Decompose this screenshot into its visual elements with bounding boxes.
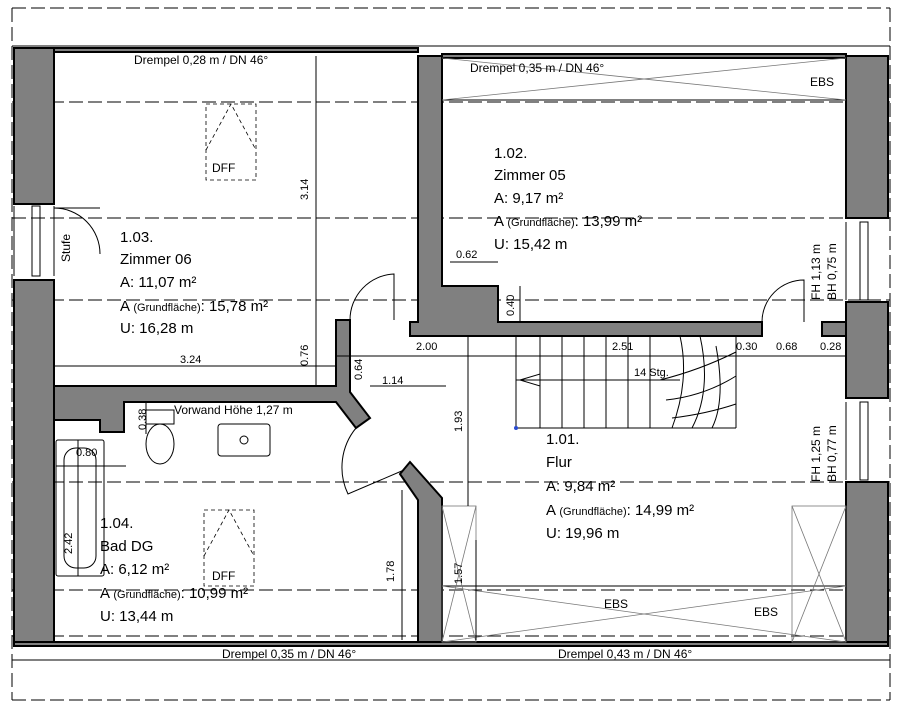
room-1-03 xyxy=(120,229,268,337)
dim-1-78: 1.78 xyxy=(385,560,397,582)
dimension-lines xyxy=(54,56,846,640)
room-area: A: 9,17 m² xyxy=(494,190,564,207)
drempel-bottom-left: Drempel 0,35 m / DN 46° xyxy=(222,647,357,661)
room-1-01 xyxy=(546,431,694,542)
wall-top-left xyxy=(54,48,418,52)
room-area: A: 9,84 m² xyxy=(546,478,616,495)
room-base-area: A (Grundfläche): 14,99 m² xyxy=(546,502,695,519)
window-upper-fh: FH 1,13 m xyxy=(809,243,823,300)
plan-labels xyxy=(59,53,842,661)
dff-bath: DFF xyxy=(212,569,236,583)
stufe-label: Stufe xyxy=(59,233,73,262)
room-base-area: A (Grundfläche): 15,78 m² xyxy=(120,298,269,315)
dim-1-57: 1.57 xyxy=(453,562,465,584)
room-name: Flur xyxy=(546,454,572,471)
wall-right-lower xyxy=(846,482,888,642)
washbasin xyxy=(218,424,270,456)
dim-1-14: 1.14 xyxy=(382,375,404,387)
dimension-texts xyxy=(63,179,841,584)
roof-lines xyxy=(12,102,890,636)
window-left xyxy=(32,206,40,276)
wall-right-middle xyxy=(846,302,888,398)
window-right-lower xyxy=(860,402,868,480)
vorwand-label: Vorwand Höhe 1,27 m xyxy=(174,403,293,417)
dff-top: DFF xyxy=(212,161,236,175)
dim-0-38: 0.38 xyxy=(137,408,149,430)
dim-0-68: 0.68 xyxy=(776,341,798,353)
ebs-top: EBS xyxy=(810,75,835,89)
wall-right-stub xyxy=(822,322,846,336)
room-area: A: 6,12 m² xyxy=(100,561,170,578)
dim-0-64: 0.64 xyxy=(353,358,365,380)
room-base-area: A (Grundfläche): 10,99 m² xyxy=(100,585,249,602)
dim-0-40: 0.40 xyxy=(505,294,517,316)
drempel-top-left: Drempel 0,28 m / DN 46° xyxy=(134,53,269,67)
room-base-area: A (Grundfläche): 13,99 m² xyxy=(494,213,643,230)
room-number: 1.03. xyxy=(120,229,154,246)
dim-3-14: 3.14 xyxy=(299,178,311,200)
room-perimeter: U: 19,96 m xyxy=(546,525,620,542)
room-1-02 xyxy=(494,145,642,253)
bath-fixtures xyxy=(56,410,270,576)
window-lower-bh: BH 0,77 m xyxy=(825,425,839,482)
drempel-bottom-right: Drempel 0,43 m / DN 46° xyxy=(558,647,693,661)
dim-0-30: 0.30 xyxy=(736,341,758,353)
stairs-label: 14 Stg. xyxy=(634,367,669,379)
room-area: A: 11,07 m² xyxy=(120,274,197,291)
toilet-bowl xyxy=(146,424,174,464)
room-perimeter: U: 13,44 m xyxy=(100,608,174,625)
wall-bottom xyxy=(14,642,888,646)
dim-0-76: 0.76 xyxy=(299,344,311,366)
room-number: 1.01. xyxy=(546,431,580,448)
room-perimeter: U: 15,42 m xyxy=(494,236,568,253)
dim-3-24: 3.24 xyxy=(180,354,202,366)
room-name: Zimmer 05 xyxy=(494,167,566,184)
room-name: Zimmer 06 xyxy=(120,251,192,268)
room-number: 1.04. xyxy=(100,515,134,532)
door-swing-1-03 xyxy=(350,274,394,320)
dim-0-28: 0.28 xyxy=(820,341,842,353)
window-right-upper xyxy=(860,222,868,300)
dim-1-93: 1.93 xyxy=(453,410,465,432)
room-name: Bad DG xyxy=(100,538,154,555)
dim-0-62: 0.62 xyxy=(456,249,478,261)
room-perimeter: U: 16,28 m xyxy=(120,320,194,337)
wall-top-right xyxy=(442,54,846,58)
wall-left-lower xyxy=(14,280,54,644)
dim-2-42: 2.42 xyxy=(63,532,75,554)
wall-left-upper xyxy=(14,48,54,204)
door-swing-1-02 xyxy=(762,280,804,322)
wall-diagonal-lower xyxy=(400,462,442,642)
skylights xyxy=(204,104,256,586)
dim-2-51: 2.51 xyxy=(612,341,634,353)
wall-right-upper xyxy=(846,56,888,218)
ebs-bottom-center: EBS xyxy=(604,597,629,611)
drempel-top-right: Drempel 0,35 m / DN 46° xyxy=(470,61,605,75)
dim-0-80: 0.80 xyxy=(76,447,98,459)
door-swing-bath xyxy=(342,428,404,494)
room-number: 1.02. xyxy=(494,145,528,162)
toilet-tank xyxy=(146,410,174,424)
bathtub xyxy=(56,440,104,576)
dim-2-00: 2.00 xyxy=(416,341,438,353)
window-upper-bh: BH 0,75 m xyxy=(825,243,839,300)
ebs-bottom-right: EBS xyxy=(754,605,779,619)
window-lower-fh: FH 1,25 m xyxy=(809,425,823,482)
